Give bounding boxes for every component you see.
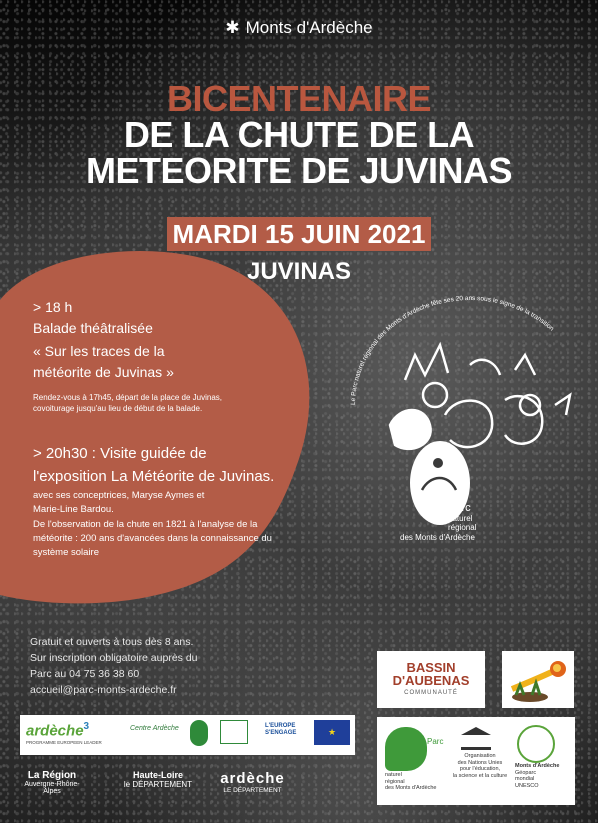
event1-name-line2: météorite de Juvinas » <box>33 364 174 380</box>
event2-line1: > 20h30 : Visite guidée de <box>33 445 207 462</box>
parc-big-l3: régional <box>385 778 405 785</box>
europe-l2: S'ENGAGE <box>265 730 297 736</box>
emblem-parc-l3: régional <box>448 523 477 532</box>
bassin-l2: D'AUBENAS <box>392 673 470 688</box>
meteor-illustration-logo <box>502 651 574 708</box>
parc-big-text <box>385 772 437 792</box>
ardeche3-logo <box>26 721 111 749</box>
geoparc-text <box>515 763 559 789</box>
geoparc-circle-icon <box>517 725 555 763</box>
event1-details: Rendez-vous à 17h45, départ de la place de Juvinas, covoiturage jusqu'au lieu de début de la balade. <box>33 393 223 413</box>
event-place: JUVINAS <box>246 258 352 285</box>
info-line1: Gratuit et ouverts à tous dès 8 ans. <box>30 636 194 648</box>
parc-small-logo <box>190 720 208 746</box>
unesco-text <box>447 753 513 779</box>
region-l1: La Région <box>27 770 77 781</box>
region-logo <box>22 770 82 795</box>
title-line-3: METEORITE DE JUVINAS <box>85 150 513 191</box>
event2-line4: Marie-Line Bardou. <box>33 504 114 515</box>
ardeche-departement-logo <box>205 770 300 794</box>
parc-label <box>403 737 443 746</box>
brand-text: Monts d'Ardèche <box>245 18 373 37</box>
bassin-l3: COMMUNAUTÉ <box>404 690 458 696</box>
info-block <box>30 634 198 698</box>
ardeche-dept-l1: ardèche <box>220 770 285 787</box>
geoparc-l3: mondial <box>515 776 535 782</box>
event-date: MARDI 15 JUIN 2021 <box>167 217 431 251</box>
unesco-temple-icon <box>461 727 491 750</box>
parc-big-l4: des Monts d'Ardèche <box>385 785 437 791</box>
event1-type: Balade théâtralisée <box>33 320 153 336</box>
bassin-l1: BASSIN <box>406 660 456 675</box>
emblem-drawing <box>390 345 570 449</box>
centre-ardeche-logo: Centre Ardèche <box>130 725 179 732</box>
europe-l1: L'EUROPE <box>265 723 296 729</box>
ardeche3-sup: 3 <box>83 721 90 732</box>
svg-text:Le Parc naturel régional des M <box>350 295 555 405</box>
parc-20-ans-emblem <box>330 285 595 545</box>
hauteloire-l2: le DÉPARTEMENT <box>123 780 193 789</box>
unesco-l2: des Nations Unies <box>457 759 503 766</box>
info-email: accueil@parc-monts-ardeche.fr <box>30 684 177 696</box>
title-line-2: DE LA CHUTE DE LA <box>123 114 475 155</box>
unesco-l3: pour l'éducation, <box>459 766 501 772</box>
event1-name-line1: « Sur les traces de la <box>33 343 165 359</box>
info-phone: Parc au 04 75 36 38 60 <box>30 668 140 680</box>
brand-header <box>0 18 598 38</box>
unesco-l4: la science et la culture <box>452 772 508 779</box>
geoparc-l4: UNESCO <box>515 782 539 789</box>
info-line2: Sur inscription obligatoire auprès du <box>30 652 198 664</box>
europe-engage-logo <box>265 723 296 737</box>
emblem-parc-l4: des Monts d'Ardèche <box>400 533 475 542</box>
ardeche3-text: ardèche <box>26 722 84 740</box>
parc-big-l1: Parc <box>427 737 444 746</box>
haute-loire-logo <box>118 770 198 789</box>
partner-logos-strip <box>20 715 355 755</box>
ardeche3-sub: PROGRAMME EUROPEEN LEADER <box>26 740 102 746</box>
meteor-icon <box>502 651 574 708</box>
star-icon: ✱ <box>225 18 240 37</box>
region-l2: Auvergne-Rhône-Alpes <box>24 781 80 795</box>
geoparc-l1: Monts d'Ardèche <box>515 763 560 769</box>
ardeche-dept-l2: LE DÉPARTEMENT <box>223 787 282 794</box>
leader-logo <box>220 720 248 744</box>
event2-line5: De l'observation de la chute en 1821 à l'analyse de la météorite : 200 ans d'avancées dans la connaissance du système solaire <box>33 519 272 558</box>
hauteloire-l1: Haute-Loire <box>132 770 183 780</box>
event2-line2: l'exposition La Météorite de Juvinas. <box>33 468 275 485</box>
bassin-aubenas-logo <box>377 651 485 708</box>
parc-unesco-geoparc-logos <box>377 717 575 805</box>
parc-big-l2: naturel <box>385 772 402 778</box>
parc-green-logo <box>385 727 427 771</box>
unesco-l1: Organisation <box>464 753 496 759</box>
event1-time: > 18 h <box>33 299 73 315</box>
emblem-arc-text: Le Parc naturel régional des Monts d'Ardèche fête ses 20 ans sous le signe de la transition <box>349 294 556 406</box>
emblem-parc-l1: Parc <box>448 502 471 514</box>
eu-flag-icon: ★ <box>314 720 350 745</box>
emblem-parc-l2: naturel <box>448 514 473 523</box>
title-line-1: BICENTENAIRE <box>166 78 432 119</box>
event2-line3: avec ses conceptrices, Maryse Aymes et <box>33 490 205 501</box>
geoparc-l2: Géoparc <box>515 769 537 776</box>
